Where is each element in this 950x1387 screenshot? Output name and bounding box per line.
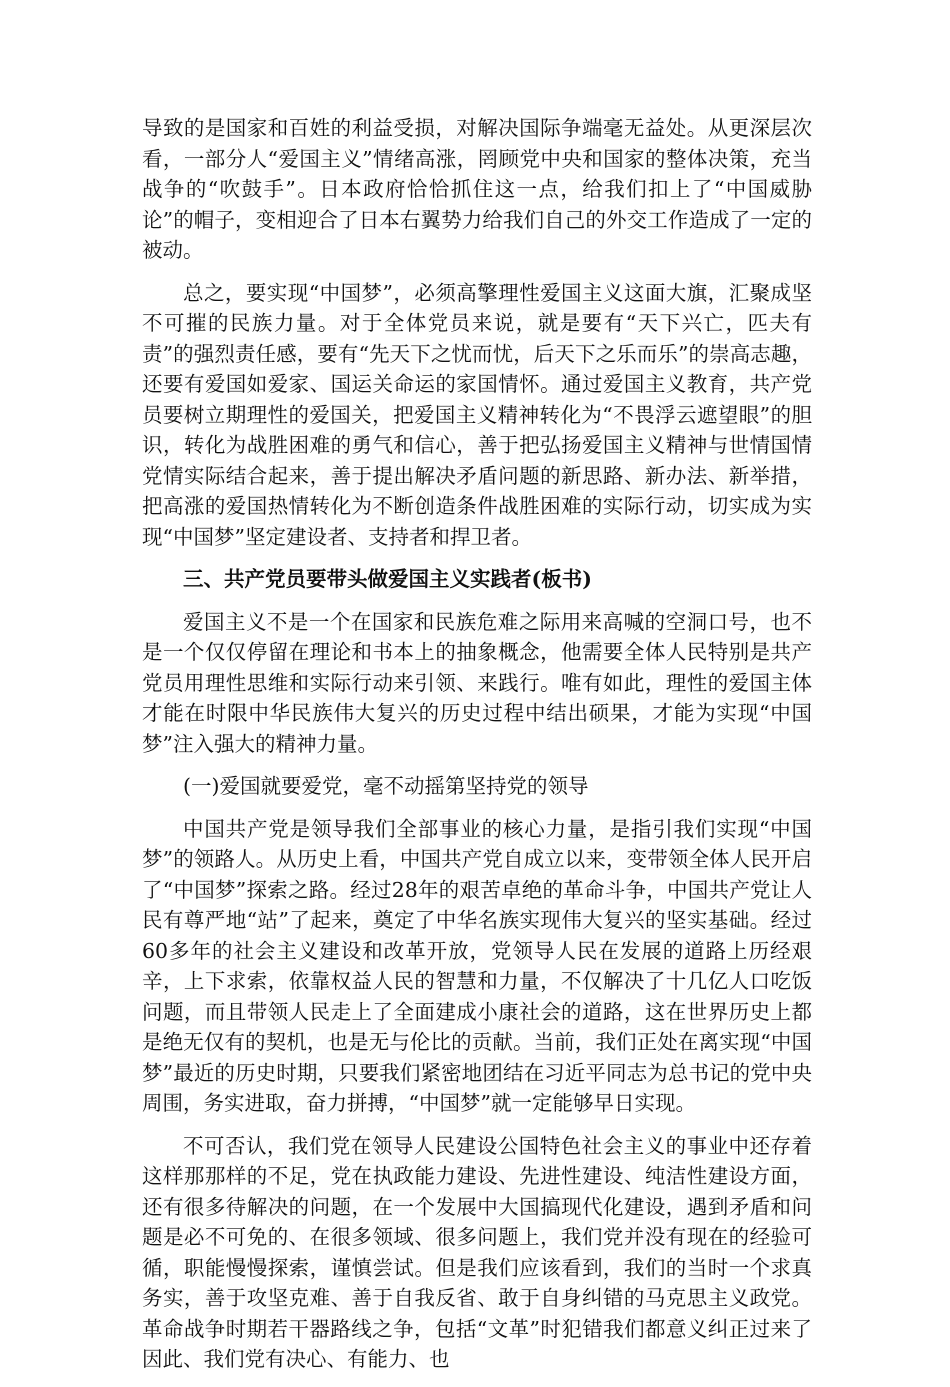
paragraph-shortcomings: 不可否认，我们党在领导人民建设公国特色社会主义的事业中还存着这样那那样的不足，党在执政能力建设、先进性建设、纯洁性建设方面，还有很多待解决的问题，在一个发展中大国搞现代化建设，遇到矛盾和问题是必不可免的、在很多领域、很多问题上，我们党并没有现在的经验可循，职能慢慢探索，谨慎尝试。但是我们应该看到，我们的当时一个求真务实，善于攻坚克难、善于自我反省、敢于自身纠错的马克思主义政党。革命战争时期若干器路线之争，包括“文革”时犯错我们都意义纠正过来了因此、我们党有决心、有能力、也 (142, 1133, 812, 1371)
document-body (142, 113, 812, 1387)
section-heading-3: 三、共产党员要带头做爱国主义实践者(板书) (183, 567, 592, 591)
subsection-heading-1: (一)爱国就要爱党，毫不动摇第坚持党的领导 (183, 774, 589, 798)
paragraph-party-leadership: 中国共产党是领导我们全部事业的核心力量，是指引我们实现“中国梦”的领路人。从历史上看，中国共产党自成立以来，变带领全体人民开启了“中国梦”探索之路。经过28年的艰苦卓绝的革命斗争，中国共产党让人民有尊严地“站”了起来，奠定了中华名族实现伟大复兴的坚实基础。经过60多年的社会主义建设和改革开放，党领导人民在发展的道路上历经艰辛，上下求索，依靠权益人民的智慧和力量，不仅解决了十几亿人口吃饭问题，而且带领人民走上了全面建成小康社会的道路，这在世界历史上都是绝无仅有的契机，也是无与伦比的贡献。当前，我们正处在离实现“中国梦”最近的历史时期，只要我们紧密地团结在习近平同志为总书记的党中央周围，务实进取，奋力拼搏，“中国梦”就一定能够早日实现。 (142, 816, 812, 1115)
paragraph-conclusion: 总之，要实现“中国梦”，必须高擎理性爱国主义这面大旗，汇聚成坚不可摧的民族力量。对于全体党员来说，就是要有“天下兴亡，匹夫有责”的强烈责任感，要有“先天下之忧而忧，后天下之乐而乐”的崇高志趣，还要有爱国如爱家、国运关命运的家国情怀。通过爱国主义教育，共产党员要树立期理性的爱国关，把爱国主义精神转化为“不畏浮云遮望眼”的胆识，转化为战胜困难的勇气和信心，善于把弘扬爱国主义精神与世情国情党情实际结合起来，善于提出解决矛盾问题的新思路、新办法、新举措，把高涨的爱国热情转化为不断创造条件战胜困难的实际行动，切实成为实现“中国梦”坚定建设者、支持者和捍卫者。 (142, 280, 812, 549)
paragraph-section-intro: 爱国主义不是一个在国家和民族危难之际用来高喊的空洞口号，也不是一个仅仅停留在理论和书本上的抽象概念，他需要全体人民特别是共产党员用理性思维和实际行动来引领、来践行。唯有如此，理性的爱国主体才能在时限中华民族伟大复兴的历史过程中结出硕果，才能为实现“中国梦”注入强大的精神力量。 (142, 609, 812, 756)
paragraph-continuation: 导致的是国家和百姓的利益受损，对解决国际争端毫无益处。从更深层次看，一部分人“爱国主义”情绪高涨，罔顾党中央和国家的整体决策，充当战争的“吹鼓手”。日本政府恰恰抓住这一点，给我们扣上了“中国威胁论”的帽子，变相迎合了日本右翼势力给我们自己的外交工作造成了一定的被动。 (142, 116, 812, 262)
